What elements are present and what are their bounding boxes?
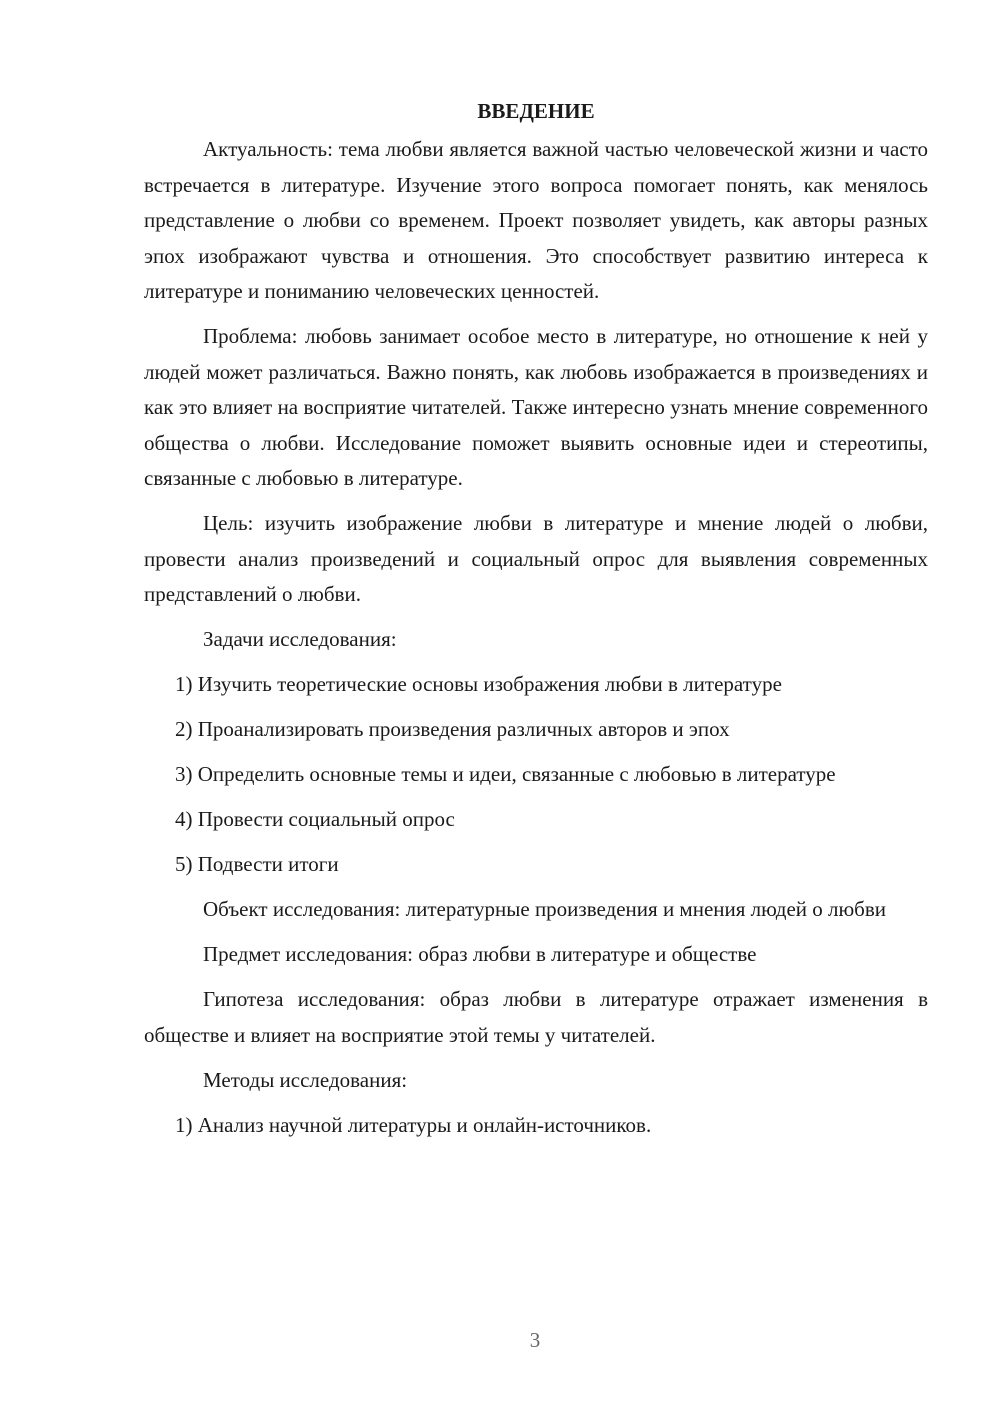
page-number: 3 (529, 1328, 541, 1352)
list-item-task-1: 1) Изучить теоретические основы изображения любви в литературе (175, 672, 782, 696)
paragraph-hypothesis: Гипотеза исследования: образ любви в литературе отражает изменения в обществе и влияет на восприятие этой темы у читателей. (144, 987, 928, 1047)
paragraph-subject: Предмет исследования: образ любви в литературе и обществе (203, 942, 757, 966)
paragraph-relevance: Актуальность: тема любви является важной частью человеческой жизни и часто встречается в литературе. Изучение этого вопроса помогает понять, как менялось представление о любви со временем. Проект позволяет увидеть, как авторы разных эпох изображают чувства и отношения. Это способствует развитию интереса к литературе и пониманию человеческих ценностей. (144, 137, 928, 303)
list-item-task-4: 4) Провести социальный опрос (175, 807, 455, 831)
paragraph-goal: Цель: изучить изображение любви в литературе и мнение людей о любви, провести анализ произведений и социальный опрос для выявления современных представлений о любви. (144, 511, 928, 606)
list-item-method-1: 1) Анализ научной литературы и онлайн-источников. (175, 1112, 652, 1137)
paragraph-methods-heading: Методы исследования: (203, 1067, 408, 1092)
list-item-task-5: 5) Подвести итоги (175, 852, 339, 876)
paragraph-object: Объект исследования: литературные произведения и мнения людей о любви (203, 897, 887, 921)
list-item-task-3: 3) Определить основные темы и идеи, связанные с любовью в литературе (175, 762, 836, 786)
paragraph-problem: Проблема: любовь занимает особое место в литературе, но отношение к ней у людей может различаться. Важно понять, как любовь изображается в произведениях и как это влияет на восприятие читателей. Также интересно узнать мнение современного общества о любви. Исследование поможет выявить основные идеи и стереотипы, связанные с любовью в литературе. (144, 324, 928, 490)
section-title: ВВЕДЕНИЕ (477, 99, 595, 123)
list-item-task-2: 2) Проанализировать произведения различных авторов и эпох (175, 717, 730, 741)
paragraph-tasks-heading: Задачи исследования: (203, 627, 397, 651)
document-page (144, 90, 928, 1153)
